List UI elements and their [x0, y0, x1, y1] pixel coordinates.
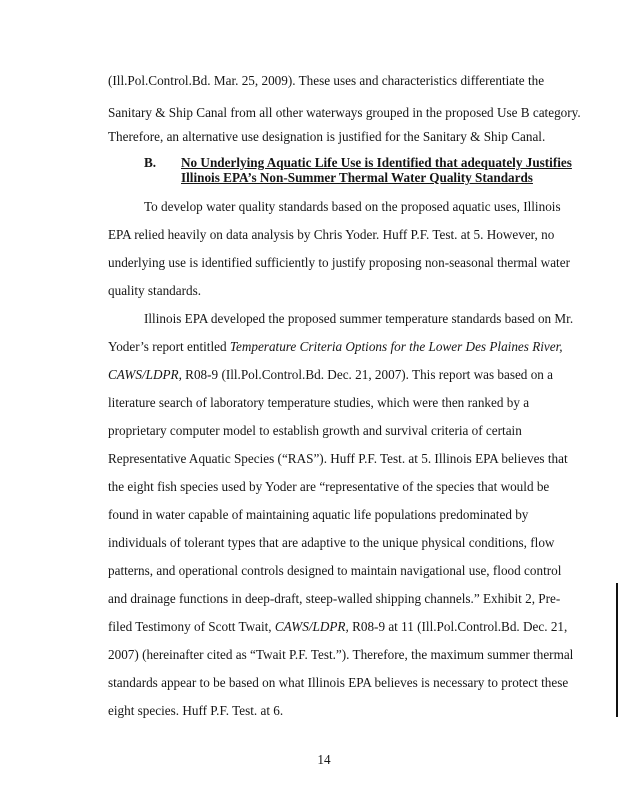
paragraph-2-line-1: To develop water quality standards based on the proposed aquatic uses, Illinois: [144, 199, 561, 214]
page-number: 14: [317, 752, 331, 767]
docket-name-2: CAWS/LDPR,: [274, 619, 349, 634]
paragraph-2-line-4: quality standards.: [108, 283, 202, 298]
paragraph-3-line-7: the eight fish species used by Yoder are “representative of the species that would be: [108, 479, 550, 494]
paragraph-2-line-3: underlying use is identified sufficiently to justify proposing non-seasonal thermal water: [108, 255, 570, 270]
paragraph-3-line-14: standards appear to be based on what Illinois EPA believes is necessary to protect these: [108, 675, 569, 690]
paragraph-3-line-5: proprietary computer model to establish growth and survival criteria of certain: [108, 423, 522, 438]
paragraph-3-line-10: patterns, and operational controls designed to maintain navigational use, flood control: [108, 563, 562, 578]
docket-name: CAWS/LDPR,: [108, 367, 182, 382]
paragraph-3-line-2-text: Yoder’s report entitled: [108, 339, 230, 354]
paragraph-3-line-9: individuals of tolerant types that are adaptive to the unique physical conditions, flow: [108, 535, 555, 550]
paragraph-3-line-6: Representative Aquatic Species (“RAS”). Huff P.F. Test. at 5. Illinois EPA believes that: [108, 451, 568, 466]
paragraph-2-line-2: EPA relied heavily on data analysis by Chris Yoder. Huff P.F. Test. at 5. However, no: [108, 227, 555, 242]
paragraph-1-line-3: Therefore, an alternative use designation is justified for the Sanitary & Ship Canal.: [108, 129, 546, 144]
paragraph-3-line-12: [108, 619, 567, 635]
paragraph-3-line-3-text: R08-9 (Ill.Pol.Control.Bd. Dec. 21, 2007). This report was based on a: [181, 367, 554, 382]
section-heading-line-2: Illinois EPA’s Non-Summer Thermal Water Quality Standards: [181, 170, 533, 185]
paragraph-3-line-12-text-a: filed Testimony of Scott Twait,: [108, 619, 275, 634]
paragraph-3-line-4: literature search of laboratory temperature studies, which were then ranked by a: [108, 395, 530, 410]
paragraph-3-line-13: 2007) (hereinafter cited as “Twait P.F. Test.”). Therefore, the maximum summer thermal: [108, 647, 574, 662]
paragraph-1-line-1: (Ill.Pol.Control.Bd. Mar. 25, 2009). These uses and characteristics differentiate the: [108, 73, 545, 88]
paragraph-3-line-15: eight species. Huff P.F. Test. at 6.: [108, 703, 284, 718]
section-heading-line-1: No Underlying Aquatic Life Use is Identified that adequately Justifies: [181, 155, 572, 170]
paragraph-3-line-1: Illinois EPA developed the proposed summer temperature standards based on Mr.: [144, 311, 574, 326]
paragraph-3-line-12-text-c: R08-9 at 11 (Ill.Pol.Control.Bd. Dec. 21,: [348, 619, 568, 634]
paragraph-3-line-11: and drainage functions in deep-draft, steep-walled shipping channels.” Exhibit 2, Pre-: [108, 591, 561, 606]
paragraph-3-line-8: found in water capable of maintaining aquatic life populations predominated by: [108, 507, 529, 522]
paragraph-3-line-3: [108, 367, 553, 383]
report-title: Temperature Criteria Options for the Lower Des Plaines River,: [229, 339, 563, 354]
paragraph-3-line-2: [108, 339, 563, 355]
section-letter: B.: [144, 155, 157, 170]
paragraph-1-line-2: Sanitary & Ship Canal from all other waterways grouped in the proposed Use B category.: [108, 105, 581, 120]
